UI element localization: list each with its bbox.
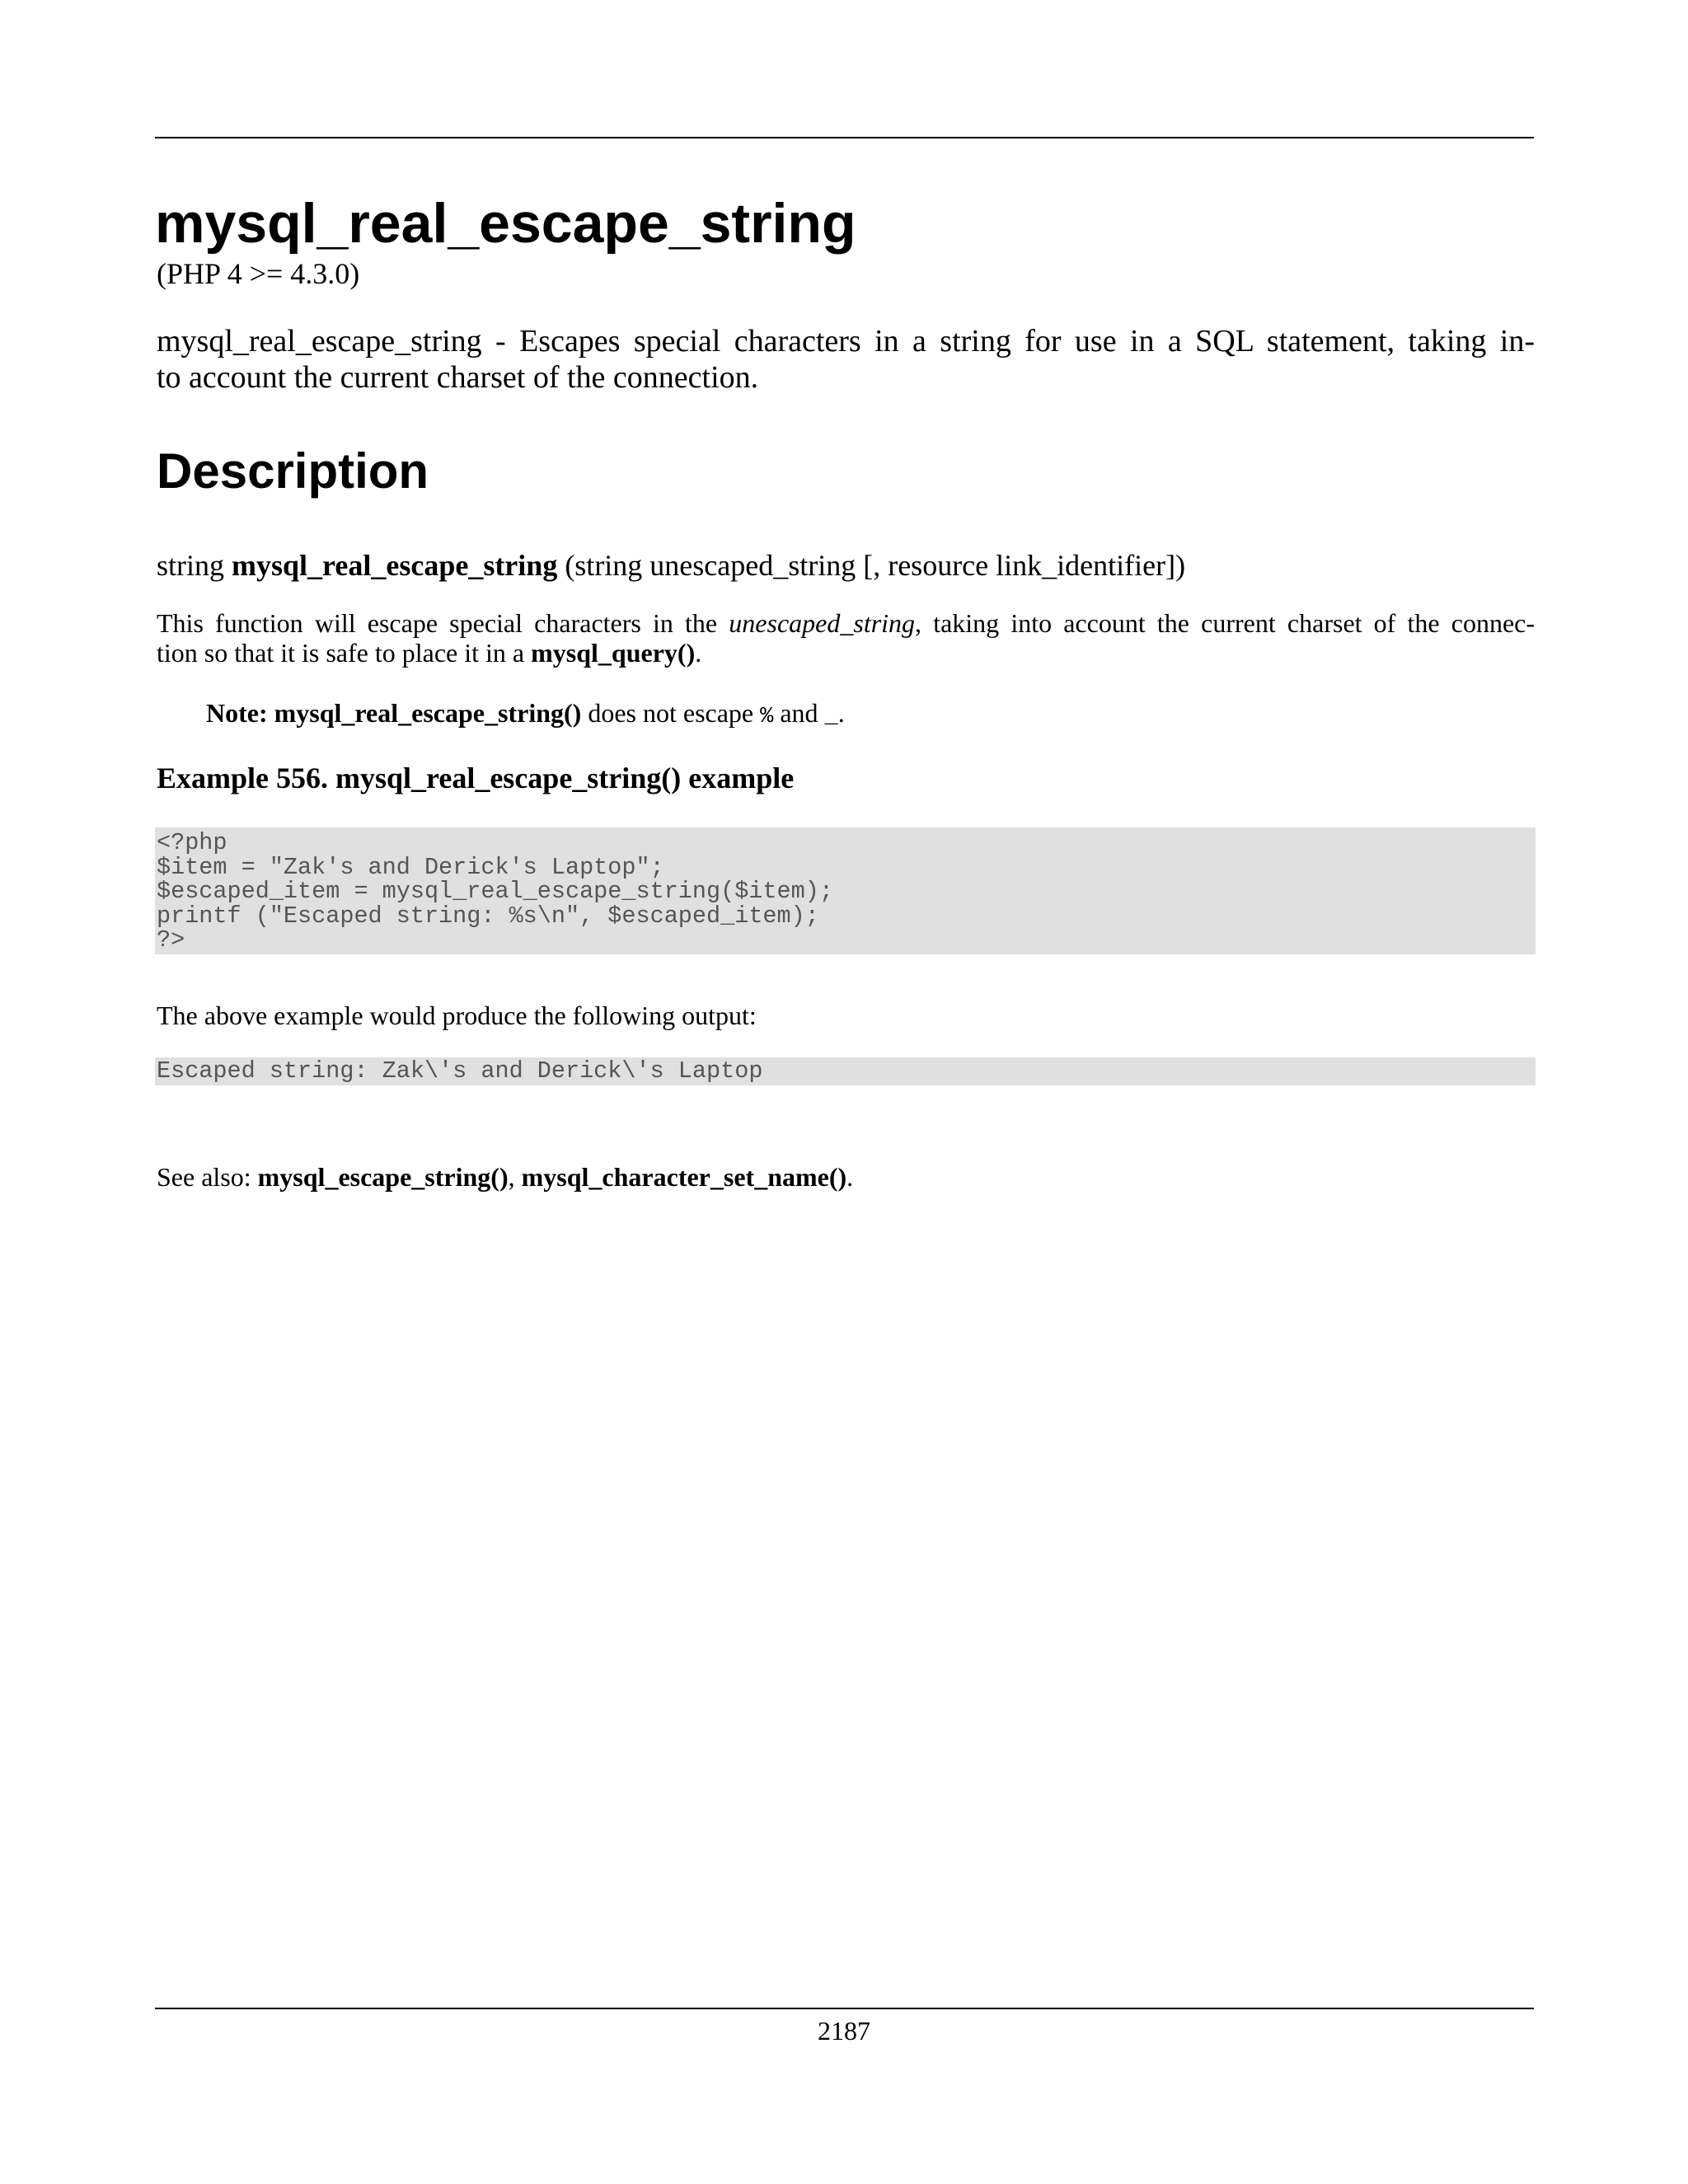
synopsis-function-name: mysql_real_escape_string (232, 549, 558, 582)
note-char-percent: % (760, 705, 774, 729)
page-title: mysql_real_escape_string (155, 192, 856, 255)
description-line-2 (157, 638, 1535, 668)
section-heading-description: Description (157, 443, 429, 499)
description-paragraph (157, 608, 1535, 668)
header-rule (155, 137, 1534, 138)
description-text: This function will escape special characters in the (157, 608, 729, 638)
note-text: does not escape (581, 698, 761, 728)
description-text: . (695, 638, 702, 668)
function-purpose (157, 323, 1535, 396)
code-line: <?php (157, 829, 227, 856)
footer-rule (155, 2008, 1534, 2009)
example-title: Example 556. mysql_real_escape_string() example (157, 762, 795, 794)
param-unescaped-string: unescaped_string (729, 608, 916, 638)
synopsis-params: (string unescaped_string [, resource link_identifier]) (557, 549, 1186, 582)
see-also-end: . (846, 1162, 854, 1192)
link-mysql-escape-string[interactable]: mysql_escape_string() (257, 1162, 509, 1192)
see-also (157, 1160, 853, 1193)
purpose-line-1: mysql_real_escape_string - Escapes special characters in a string for use in a SQL statement, taking in- (157, 324, 1535, 359)
description-line-1 (157, 608, 1535, 638)
link-mysql-query[interactable]: mysql_query() (531, 638, 696, 668)
purpose-line-2: to account the current charset of the connection. (157, 360, 759, 395)
page-number: 2187 (818, 2016, 870, 2046)
output-intro: The above example would produce the following output: (157, 1001, 757, 1030)
output-block (155, 1057, 1536, 1085)
link-mysql-character-set-name[interactable]: mysql_character_set_name() (521, 1162, 847, 1192)
code-line: $item = "Zak's and Derick's Laptop"; (157, 853, 664, 881)
function-synopsis (157, 547, 1185, 583)
description-text: tion so that it is safe to place it in a (157, 638, 532, 668)
note-char-underscore: _ (824, 705, 838, 729)
code-line: $escaped_item = mysql_real_escape_string($item); (157, 878, 833, 905)
code-line: printf ("Escaped string: %s\n", $escaped_item); (157, 902, 819, 930)
note (206, 697, 845, 733)
note-function: mysql_real_escape_string() (274, 698, 582, 728)
see-also-separator: , (508, 1162, 522, 1192)
note-label: Note: (206, 698, 268, 728)
output-line: Escaped string: Zak\'s and Derick\'s Laptop (157, 1057, 763, 1085)
code-block (155, 827, 1536, 954)
code-line: ?> (157, 926, 185, 954)
version-info: (PHP 4 >= 4.3.0) (157, 257, 360, 290)
note-text: . (837, 698, 845, 728)
description-text: , taking into account the current charset of the connec- (915, 608, 1536, 638)
note-text: and (773, 698, 825, 728)
see-also-label: See also: (157, 1162, 258, 1192)
synopsis-return-type: string (157, 549, 232, 582)
